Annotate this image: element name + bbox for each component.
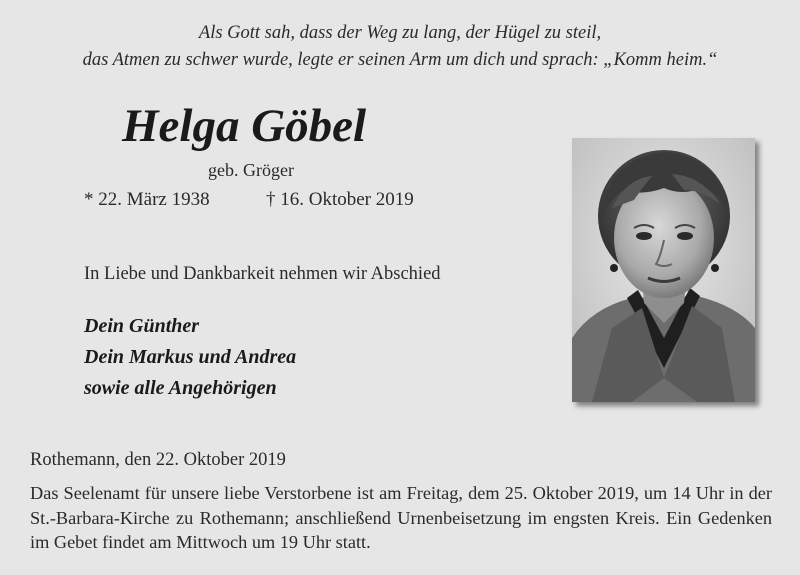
memorial-quote (0, 20, 800, 74)
mourner-line: Dein Markus und Andrea (84, 346, 297, 368)
mourners-list (84, 311, 296, 404)
farewell-text: In Liebe und Dankbarkeit nehmen wir Abschied (84, 264, 441, 284)
place-and-date: Rothemann, den 22. Oktober 2019 (30, 450, 286, 470)
birth-name: geb. Gröger (208, 160, 294, 180)
mourner-line: sowie alle Angehörigen (84, 377, 277, 399)
mourner-line: Dein Günther (84, 315, 200, 337)
portrait-photo (572, 138, 755, 402)
life-dates (84, 189, 414, 211)
quote-line-2: das Atmen zu schwer wurde, legte er seinen Arm um dich und sprach: „Komm heim.“ (82, 50, 718, 70)
service-notice: Das Seelenamt für unsere liebe Verstorbene ist am Freitag, dem 25. Oktober 2019, um 14 Uhr in der St.-Barbara-Kirche zu Rothemann; anschließend Urnenbeisetzung im engsten Kreis. Ein Gedenken im Gebet findet am Mittwoch um 19 Uhr statt. (30, 483, 772, 552)
birth-date: * 22. März 1938 (84, 189, 210, 210)
death-date: † 16. Oktober 2019 (266, 189, 414, 210)
deceased-name: Helga Göbel (122, 100, 367, 152)
portrait-illustration (572, 138, 755, 402)
quote-line-1: Als Gott sah, dass der Weg zu lang, der Hügel zu steil, (198, 23, 602, 43)
